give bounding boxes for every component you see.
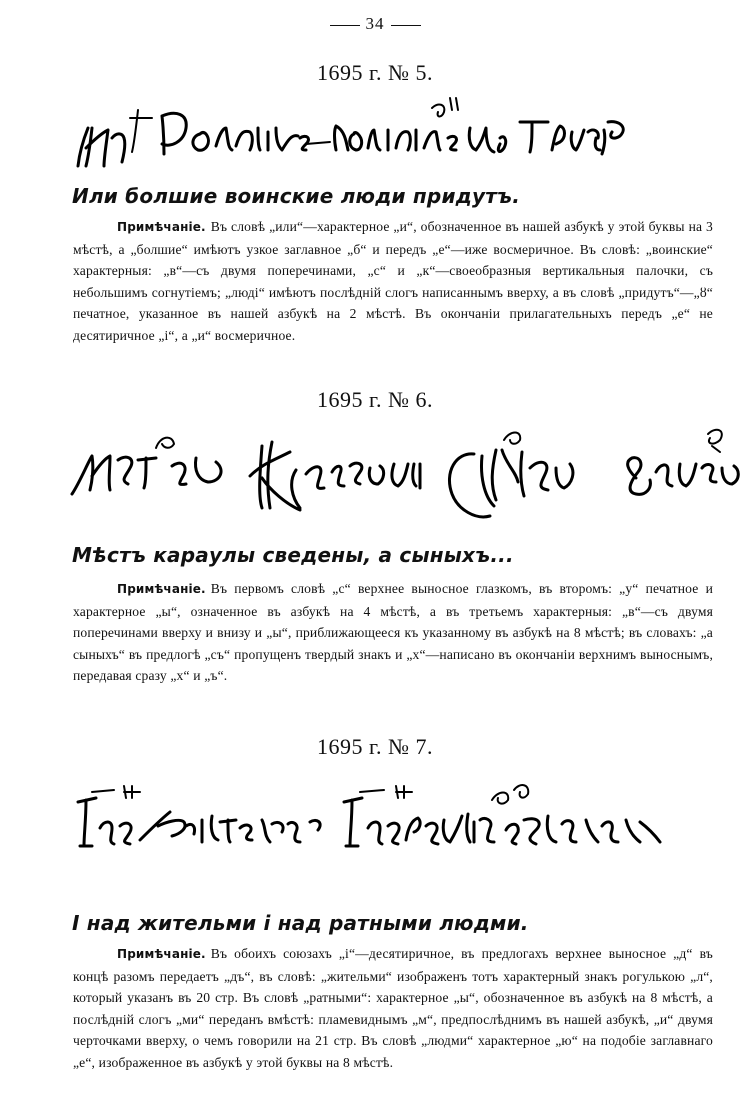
entry-heading-1: 1695 г. № 5.	[316, 60, 434, 85]
handwriting-image-3	[0, 770, 750, 890]
transcription-1: Или болшие воинские люди придутъ.	[72, 184, 521, 208]
note-label-3: Примѣчаніе.	[117, 947, 206, 961]
transcription-2: Мѣстъ караулы сведены, а сыныхъ...	[72, 543, 514, 567]
page-number-dash-right	[391, 25, 421, 26]
note-3	[73, 943, 713, 1073]
handwriting-image-2	[0, 412, 750, 532]
page-number-value: 34	[365, 14, 385, 33]
handwriting-sample-1	[0, 88, 750, 178]
transcription-3: І над жительми і над ратными людми.	[72, 911, 529, 935]
entry-heading-2: 1695 г. № 6.	[316, 387, 434, 412]
note-1	[73, 216, 713, 346]
note-label-2: Примѣчаніе.	[117, 582, 206, 596]
note-text-3: Въ обоихъ союзахъ „і“—десятиричное, въ предлогахъ верхнее выносное „д“ въ концѣ разомъ передаетъ „дъ“, въ словѣ: „жительми“ изображенъ тотъ характерный знакъ рогулькою „л“, который указанъ въ 20 стр. Въ словѣ „ратными“: характерное „ы“, обозначенное въ азбукѣ на 8 мѣстѣ, а послѣдній слогъ „ми“ переданъ вмѣстѣ: пламевиднымъ „м“, предпослѣднимъ въ нашей азбукѣ, „и“ двумя черточками вверху, о чемъ говорили на 21 стр. Въ словѣ „людми“ характерное „ю“ на подобіе заглавнаго „е“, изображенное въ азбукѣ у этой буквы на 8 мѣстѣ.	[73, 946, 713, 1070]
page-number	[0, 14, 750, 34]
note-text-1: Въ словѣ „или“—характерное „и“, обозначенное въ нашей азбукѣ у этой буквы на 3 мѣстѣ, а „болшие“ имѣютъ узкое заглавное „б“ и передъ „е“—иже восмеричное. Въ словѣ: „воинские“ характерныя: „в“—съ двумя поперечинами, „с“ и „к“—своеобразныя вертикальныя палочки, съ небольшимъ согнутіемъ; „люді“ имѣютъ послѣдній слогъ написаннымъ вверху, а въ словѣ „придутъ“—„ȣ“ печатное, указанное въ нашей азбукѣ на 2 мѣстѣ. Въ окончаніи прилагательныхъ передъ „е“ не десятиричное „і“, а „и“ восмеричное.	[73, 219, 713, 343]
page-number-dash-left	[330, 25, 360, 26]
note-label-1: Примѣчаніе.	[117, 220, 206, 234]
handwriting-image-1	[0, 88, 750, 178]
handwriting-sample-2	[0, 412, 750, 532]
entry-heading-3: 1695 г. № 7.	[316, 734, 434, 759]
note-2	[73, 578, 713, 687]
handwriting-sample-3	[0, 770, 750, 890]
note-text-2: Въ первомъ словѣ „с“ верхнее выносное глазкомъ, въ второмъ: „у“ печатное и характерное „ы“, означенное въ азбукѣ на 4 мѣстѣ, а въ третьемъ характерныя: „в“—съ двумя поперечинами вверху и внизу и „ы“, приближающееся къ указанному въ азбукѣ на 8 мѣстѣ; въ словахъ: „а сыныхъ“ въ предлогѣ „съ“ пропущенъ твердый знакъ и „х“—написано въ окончаніи верхнимъ выноснымъ, передавая сразу „х“ и „ъ“.	[73, 581, 713, 683]
